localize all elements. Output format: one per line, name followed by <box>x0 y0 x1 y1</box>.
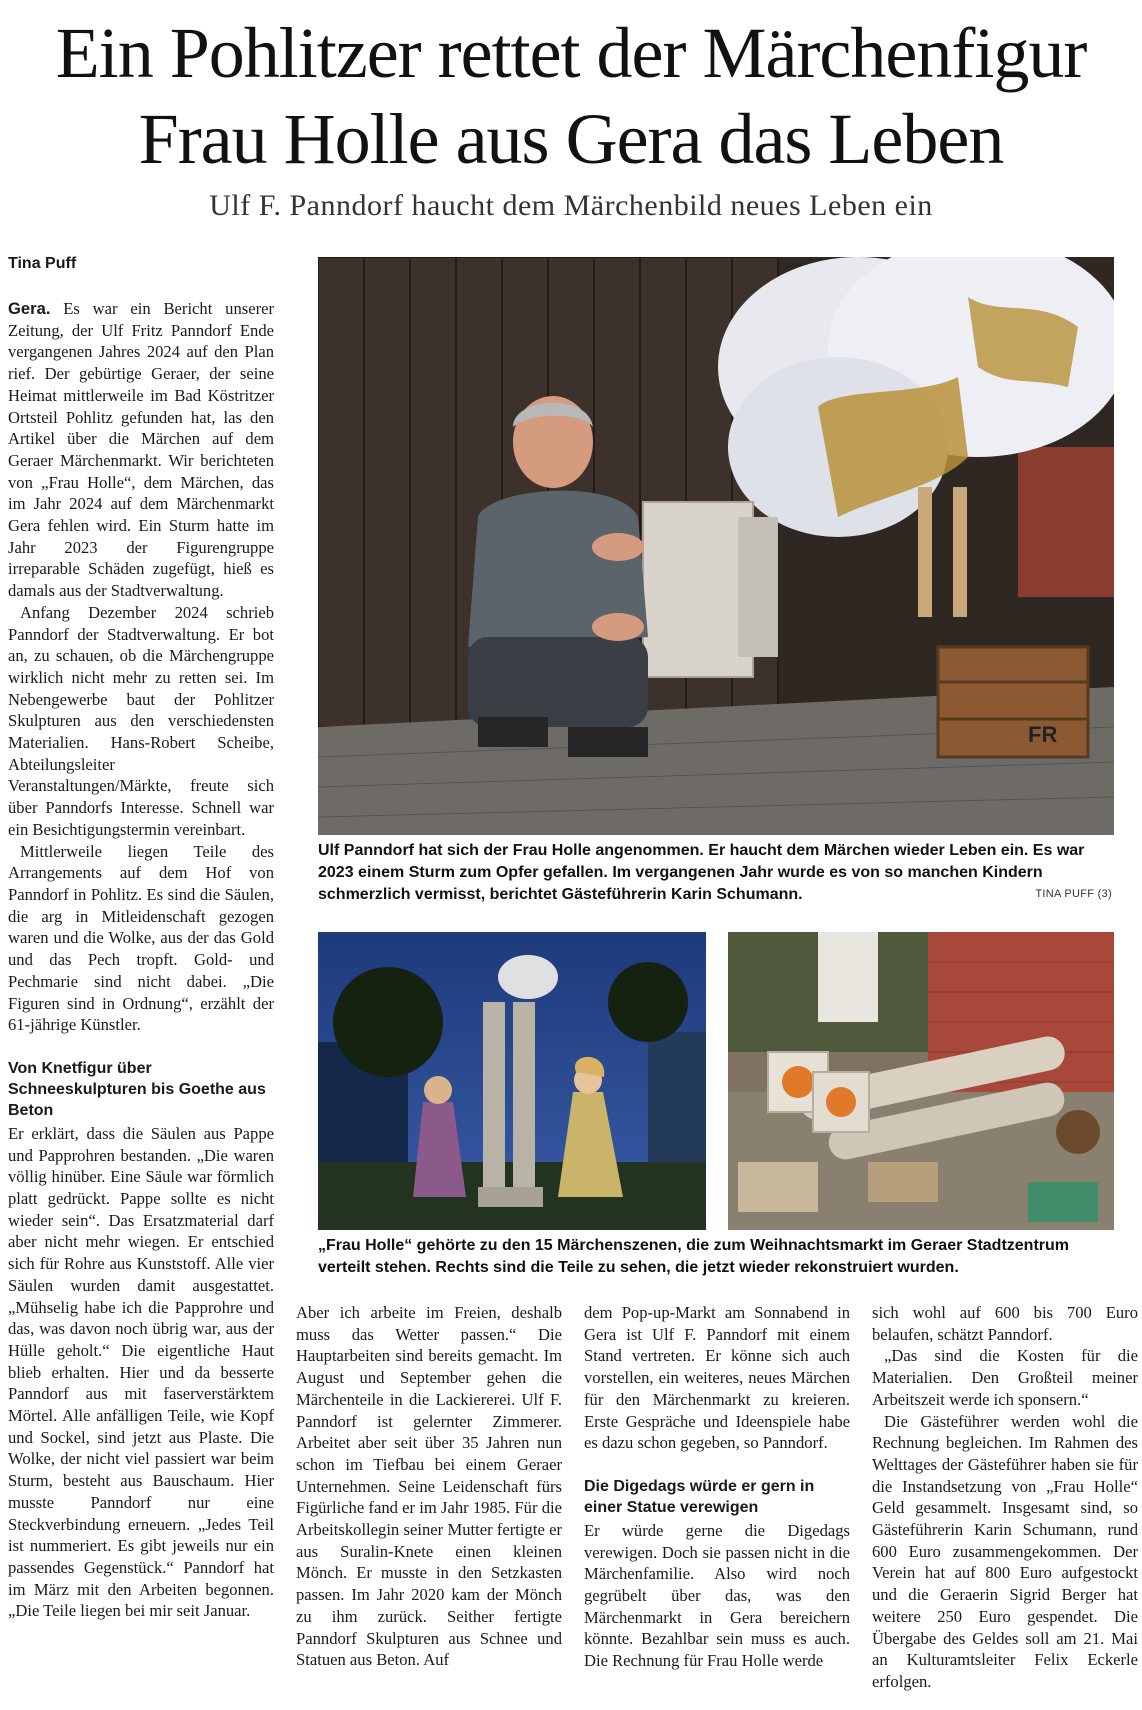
headline-line-1: Ein Pohlitzer rettet der Märchenfigur <box>55 13 1087 93</box>
main-photo <box>318 257 1114 835</box>
paragraph-1 <box>8 298 274 602</box>
author-byline: Tina Puff <box>8 255 77 272</box>
main-photo-illustration <box>318 257 1114 835</box>
subheading-1: Von Knetfigur über Schneeskulpturen bis Goethe aus Beton <box>8 1059 266 1119</box>
paragraph-8: sich wohl auf 600 bis 700 Euro belaufen, schätzt Panndorf. <box>872 1303 1138 1344</box>
workshop-illustration <box>728 932 1114 1230</box>
paragraph-3: Mittlerweile liegen Teile des Arrangements auf dem Hof von Panndorf in Pohlitz. Es sind die Säulen, die arg in Mitleidenschaft gezogen waren und die Wolke, aus der das Gold und das Pech tropft. Gold- und Pechmarie sind nicht dabei. „Die Figuren sind in Ordnung“, erzählt der 61-jährige Künstler. <box>8 841 274 1035</box>
dateline: Gera. <box>8 299 51 318</box>
subheadline: Ulf F. Panndorf haucht dem Märchenbild neues Leben ein <box>209 189 933 222</box>
paragraph-2: Anfang Dezember 2024 schrieb Panndorf der Stadtverwaltung. Er bot an, zu schauen, ob die Märchengruppe wirklich nicht mehr zu retten sei. Im Nebengewerbe baut der Pohlitzer Skulpturen aus den verschiedensten Materialien. Hans-Robert Scheibe, Abteilungsleiter Veranstaltungen/Märkte, freute sich über Panndorfs Interesse. Schnell war ein Besichtigungstermin vereinbart. <box>8 602 274 839</box>
paragraph-6: dem Pop-up-Markt am Sonnabend in Gera ist Ulf F. Panndorf mit einem Stand vertreten. Er könne sich auch vorstellen, ein weiteres, neues Märchen für den Märchenmarkt zu kreieren. Erste Gespräche und Ideenspiele habe es dazu schon gegeben, so Panndorf. <box>584 1303 850 1453</box>
photo-credit: TINA PUFF (3) <box>1035 888 1112 900</box>
subheading-2: Die Digedags würde er gern in einer Statue verewigen <box>584 1477 815 1516</box>
article-column-1 <box>8 298 274 1622</box>
paragraph-4: Er erklärt, dass die Säulen aus Pappe und Papprohren bestanden. „Die waren völlig hinüber. Eine Säule war förmlich platt gedrückt. Pappe sollte es nicht wieder sein“. Das Ersatzmaterial darf aber nicht mehr wiegen. Er entschied sich für Rohre aus Kunststoff. Alle vier Säulen wurden damit ausgestattet. „Mühselig habe ich die Papprohre und das, was davon noch übrig war, aus der Hülle geholt.“ Die eigentliche Haut blieb erhalten. Hier und da besserte Panndorf aus mit faserverstärktem Mörtel. Alle anfälligen Teile, wie Kopf und Sockel, sind jetzt aus Plaste. Die Wolke, der nicht viel passiert war beim Sturm, besteht aus Bauschaum. Hier musste Panndorf nur eine Steckverbindung erneuern. „Jedes Teil ist nummeriert. Es gibt jeweils nur ein passendes Gegenstück.“ Panndorf hat im März mit den Arbeiten begonnen. „Die Teile liegen bei mir seit Januar. <box>8 1123 274 1621</box>
article-column-3 <box>584 1302 850 1672</box>
workshop-photo <box>728 932 1114 1230</box>
paragraph-10: Die Gästeführer werden wohl die Rechnung begleichen. Im Rahmen des Welttages der Gästeführer haben sie für die Instandsetzung von „Frau Holle“ Geld gesammelt. Insgesamt sind, so Gästeführerin Karin Schumann, rund 600 Euro zusammengekommen. Der Verein hat auf 800 Euro aufgestockt und die Geraerin Sigrid Berger hat weitere 250 Euro gespendet. Die Übergabe des Geldes soll am 21. Mai an Kulturamtsleiter Felix Eckerle erfolgen. <box>872 1411 1138 1691</box>
paragraph-7: Er würde gerne die Digedags verewigen. Doch sie passen nicht in die Märchenfamilie. Also wird noch gegrübelt über das, was den Märchenmarkt in Gera bereichern könnte. Bezahlbar sein muss es auch. Die Rechnung für Frau Holle werde <box>584 1520 850 1671</box>
night-scene-photo <box>318 932 706 1230</box>
paragraph-9: „Das sind die Kosten für die Materialien. Den Großteil meiner Arbeitszeit werde ich sponsern.“ <box>872 1346 1138 1409</box>
main-photo-caption: Ulf Panndorf hat sich der Frau Holle angenommen. Er haucht dem Märchen wieder Leben ein. Es war 2023 einem Sturm zum Opfer gefallen. Im vergangenen Jahr wurde es von so manchen Kindern schmerzlich vermisst, berichtet Gästeführerin Karin Schumann. <box>318 842 1085 903</box>
headline-line-2: Frau Holle aus Gera das Leben <box>138 99 1004 179</box>
paragraph-5: Aber ich arbeite im Freien, deshalb muss das Wetter passen.“ Die Hauptarbeiten sind bereits gemacht. Im August und September gehen die Märchenteile in die Lackiererei. Ulf F. Panndorf ist gelernter Zimmerer. Arbeitet aber seit über 35 Jahren nun schon im Tiefbau bei einem Geraer Unternehmen. Seine Leidenschaft fürs Figürliche fand er im Jahr 1985. Für die Arbeitskollegin seiner Mutter fertigte er aus Suralin-Knete einen kleinen Mönch. Er musste in den Setzkasten passen. Im Jahr 2020 kam der Mönch zu ihm zurück. Seither fertigte Panndorf Skulpturen aus Schnee und Statuen aus Beton. Auf <box>296 1303 562 1670</box>
article-column-4 <box>872 1302 1138 1693</box>
article-column-2 <box>296 1302 562 1671</box>
bottom-photos-caption: „Frau Holle“ gehörte zu den 15 Märchenszenen, die zum Weihnachtsmarkt im Geraer Stadtzentrum verteilt stehen. Rechts sind die Teile zu sehen, die jetzt wieder rekonstruiert wurden. <box>318 1237 1069 1276</box>
crate-marking: FR <box>1028 722 1058 747</box>
paragraph-1-text: Es war ein Bericht unserer Zeitung, der Ulf Fritz Panndorf Ende vergangenen Jahres 2024 auf den Plan rief. Der gebürtige Geraer, der seine Heimat mittlerweile im Bad Köstritzer Ortsteil Pohlitz gefunden hat, las den Artikel über die Märchen auf dem Geraer Märchenmarkt. Wir berichteten von „Frau Holle“, dem Märchen, das im Jahr 2024 auf dem Märchenmarkt Gera fehlen wird. Ein Sturm hatte im Jahr 2023 der Figurengruppe irreparable Schäden zugefügt, hieß es damals aus der Stadtverwaltung. <box>8 299 274 601</box>
night-scene-illustration <box>318 932 706 1230</box>
